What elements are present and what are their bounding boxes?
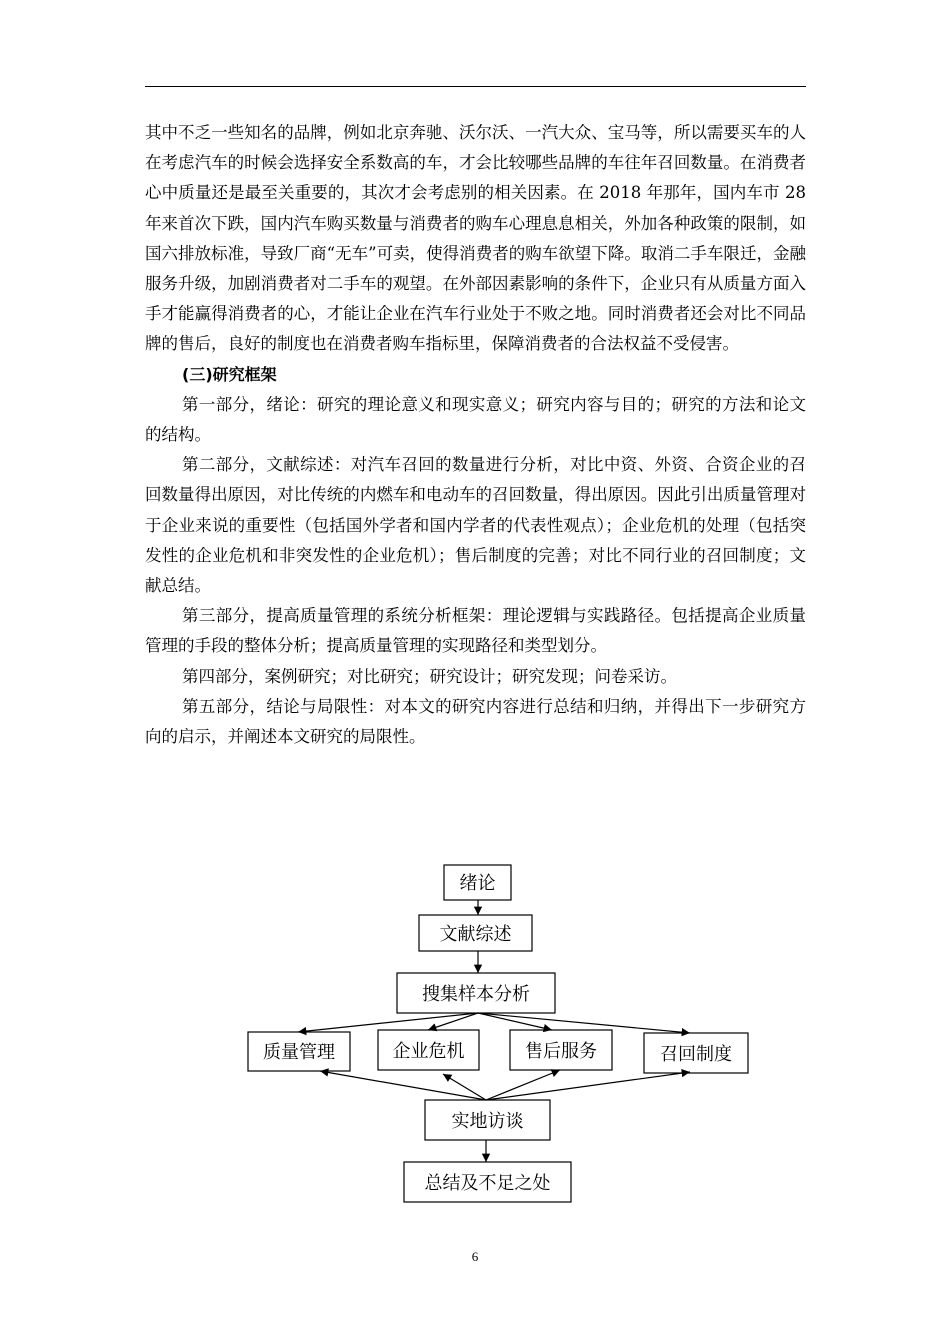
part-two-paragraph: 第二部分，文献综述：对汽车召回的数量进行分析，对比中资、外资、合资企业的召回数量得出原因，对比传统的内燃车和电动车的召回数量，得出原因。因此引出质量管理对于企业来说的重要性（包括国外学者和国内学者的代表性观点）；企业危机的处理（包括突发性的企业危机和非突发性的企业危机）；售后制度的完善；对比不同行业的召回制度；文献总结。 <box>145 455 806 596</box>
arrow-sample-service <box>478 1013 552 1030</box>
page-number: 6 <box>471 1249 479 1264</box>
box-literature-label: 文献综述 <box>439 924 512 945</box>
box-sample-label: 搜集样本分析 <box>422 984 530 1005</box>
box-summary-label: 总结及不足之处 <box>424 1173 551 1194</box>
box-recall-label: 召回制度 <box>660 1044 732 1065</box>
part-five-paragraph: 第五部分，结论与局限性：对本文的研究内容进行总结和归纳，并得出下一步研究方向的启示，并阐述本文研究的局限性。 <box>145 696 806 747</box>
part-one-paragraph: 第一部分，绪论：研究的理论意义和现实意义；研究内容与目的；研究的方法和论文的结构。 <box>145 394 806 445</box>
intro-paragraph: 其中不乏一些知名的品牌，例如北京奔驰、沃尔沃、一汽大众、宝马等，所以需要买车的人在考虑汽车的时候会选择安全系数高的车，才会比较哪些品牌的车往年召回数量。在消费者心中质量还是最至关重要的，其次才会考虑别的相关因素。在 2018 年那年，国内车市 28 年来首次下跌，国内汽车购买数量与消费者的购车心理息息相关，外加各种政策的限制，如国六排放标准，导致厂商“无车”可卖，使得消费者的购车欲望下降。取消二手车限迁，金融服务升级，加剧消费者对二手车的观望。在外部因素影响的条件下，企业只有从质量方面入手才能赢得消费者的心，才能让企业在汽车行业处于不败之地。同时消费者还会对比不同品牌的售后，良好的制度也在消费者购车指标里，保障消费者的合法权益不受侵害。 <box>145 123 806 354</box>
box-quality-label: 质量管理 <box>263 1042 335 1063</box>
section-heading: (三)研究框架 <box>182 364 277 384</box>
box-interview-label: 实地访谈 <box>451 1111 524 1132</box>
part-three-paragraph: 第三部分，提高质量管理的系统分析框架：理论逻辑与实践路径。包括提高企业质量管理的手段的整体分析；提高质量管理的实现路径和类型划分。 <box>145 606 806 656</box>
arrow-interview-recall <box>486 1072 690 1100</box>
box-service-label: 售后服务 <box>525 1041 597 1062</box>
box-intro-label: 绪论 <box>459 873 496 894</box>
box-crisis-label: 企业危机 <box>392 1041 465 1062</box>
part-four-paragraph: 第四部分，案例研究；对比研究；研究设计；研究发现；问卷采访。 <box>182 666 677 686</box>
